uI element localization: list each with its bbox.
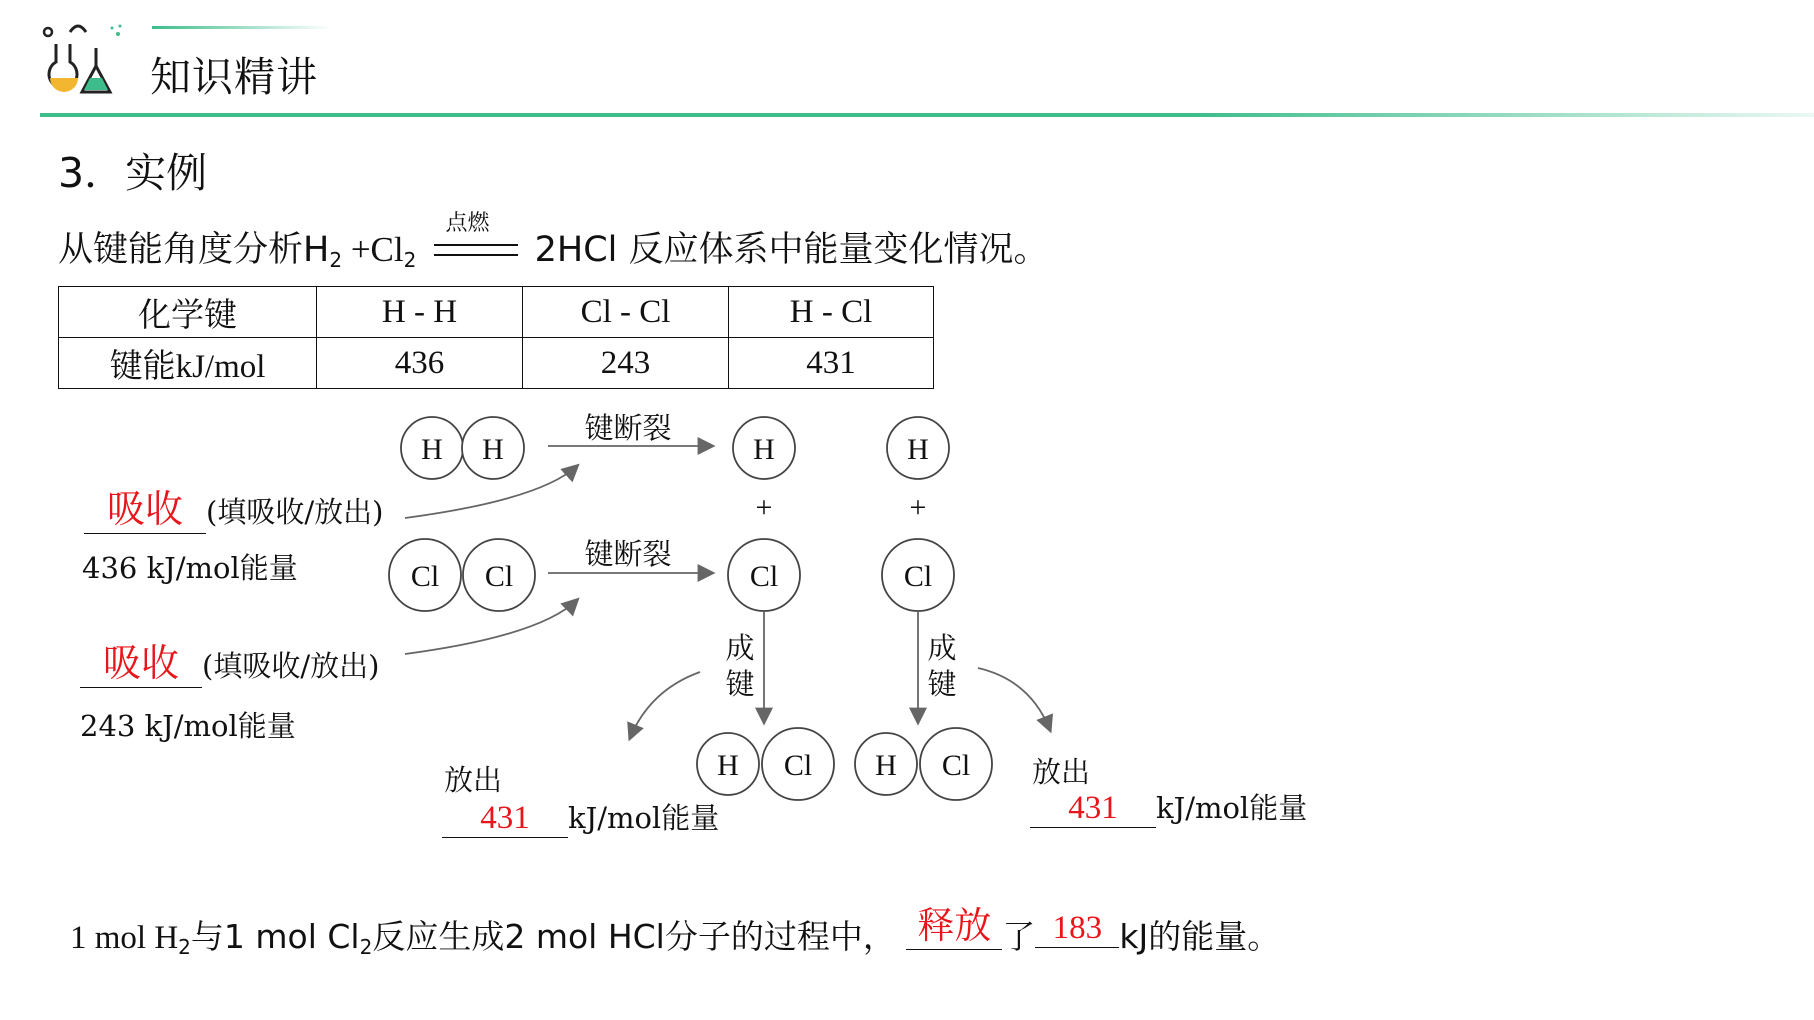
row-label-cn: 键能 <box>109 345 176 385</box>
absorb-line-2 <box>80 632 379 688</box>
release-right-title: 放出 <box>1032 755 1091 789</box>
conclusion-sentence <box>70 905 1280 960</box>
form-label: 成 <box>927 631 957 665</box>
release-arrow <box>630 672 700 738</box>
conclusion-s1: 2 <box>178 935 191 959</box>
absorb-hint-2: (填吸收/放出) <box>202 649 380 683</box>
atom-label: H <box>875 749 897 782</box>
break-label: 键断裂 <box>584 411 672 445</box>
absorb-energy-1: 436 kJ/mol能量 <box>82 551 298 585</box>
table-header-cell: 化学键 <box>59 287 317 338</box>
conclusion-p5: kJ的能量。 <box>1119 917 1281 956</box>
form-label: 键 <box>725 667 755 701</box>
conclusion-p2: 与1 mol Cl <box>190 917 360 956</box>
atom-label: Cl <box>749 560 779 593</box>
form-label: 键 <box>927 667 957 701</box>
header-title: 知识精讲 <box>150 53 318 101</box>
release-left-title: 放出 <box>444 763 503 797</box>
absorb-energy-2: 243 kJ/mol能量 <box>80 709 296 743</box>
table-cell: 243 <box>523 338 729 389</box>
atom-label: Cl <box>410 560 440 593</box>
atom-label: H <box>421 433 443 466</box>
atom-label: Cl <box>484 560 514 593</box>
answer-release-total[interactable]: 释放 <box>906 895 1002 950</box>
conclusion-p1: 1 mol H <box>70 920 179 956</box>
answer-absorb-2[interactable]: 吸收 <box>80 632 202 688</box>
atom-label: H <box>717 749 739 782</box>
answer-release-right[interactable]: 431 <box>1030 790 1156 828</box>
form-label: 成 <box>725 631 755 665</box>
atom-label: Cl <box>941 749 971 782</box>
intro-prefix: 从键能角度分析H <box>58 230 330 270</box>
table-header-cell: Cl - Cl <box>523 287 729 338</box>
intro-suffix: 2HCl 反应体系中能量变化情况。 <box>523 230 1049 270</box>
atom-label: H <box>482 433 504 466</box>
answer-release-left[interactable]: 431 <box>442 800 568 838</box>
break-label: 键断裂 <box>584 537 672 571</box>
intro-mid: +Cl <box>342 230 404 269</box>
atom-label: H <box>753 433 775 466</box>
answer-energy-total[interactable]: 183 <box>1035 910 1119 948</box>
release-arrow <box>978 668 1050 730</box>
absorb-hint-1: (填吸收/放出) <box>206 495 384 529</box>
release-right-unit: kJ/mol能量 <box>1156 791 1308 825</box>
section-title: 3．实例 <box>58 149 208 197</box>
table-header-cell: H - Cl <box>729 287 934 338</box>
release-left-unit: kJ/mol能量 <box>568 801 720 835</box>
conclusion-p3: 反应生成2 mol HCl分子的过程中， <box>372 917 896 956</box>
conclusion-p4: 了 <box>1002 917 1036 956</box>
intro-sub2: 2 <box>403 248 417 272</box>
table-cell: 431 <box>729 338 934 389</box>
intro-sub1: 2 <box>329 248 343 272</box>
plus-sign: + <box>909 491 927 524</box>
table-header-cell: H - H <box>317 287 523 338</box>
atom-label: H <box>907 433 929 466</box>
release-right-line <box>1030 786 1307 828</box>
atom-label: Cl <box>783 749 813 782</box>
reaction-condition: 点燃 <box>445 211 490 236</box>
conclusion-s2: 2 <box>359 935 373 959</box>
answer-absorb-1[interactable]: 吸收 <box>84 478 206 534</box>
absorb-line-1 <box>84 478 383 534</box>
atom-label: Cl <box>903 560 933 593</box>
row-label-unit: kJ/mol <box>175 348 266 385</box>
table-cell: 436 <box>317 338 523 389</box>
plus-sign: + <box>755 491 773 524</box>
release-left-line <box>442 796 719 838</box>
